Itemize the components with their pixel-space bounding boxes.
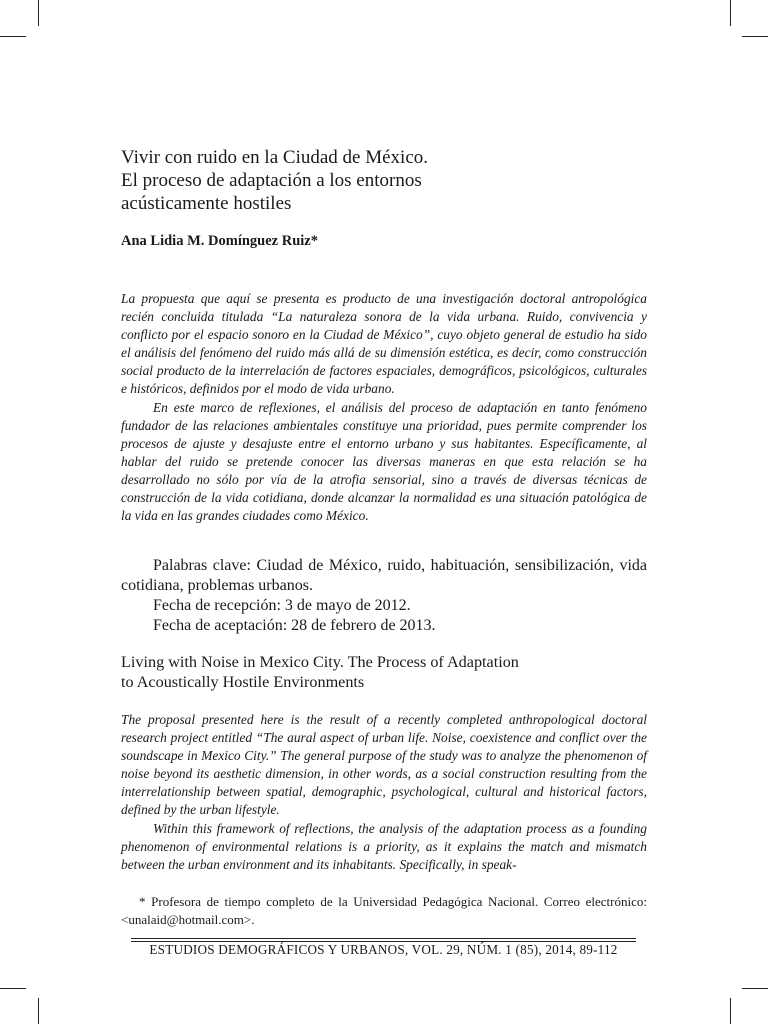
crop-mark xyxy=(38,0,39,26)
accepted-date: Fecha de aceptación: 28 de febrero de 2013. xyxy=(153,617,436,634)
abstract-paragraph: En este marco de reflexiones, el análisis del proceso de adaptación en tanto fenómeno fundador de las relaciones ambientales constituye una prioridad, pues permite comprender los procesos de ajuste y desajuste entre el entorno urbano y sus habitantes. Específicamente, al hablar del ruido se pretende conocer las diversas maneras en que esta relación se ha desarrollado no sólo por vía de la atrofia sensorial, sino a través de diversas técnicas de construcción de la vida cotidiana, donde alcanzar la normalidad es una situación patológica de la vida en las grandes ciudades como México. xyxy=(121,399,647,524)
title-line: El proceso de adaptación a los entornos xyxy=(121,170,422,191)
abstract-paragraph: La propuesta que aquí se presenta es producto de una investigación doctoral antropológica recién concluida titulada “La naturaleza sonora de la vida urbana. Ruido, convivencia y conflicto por el espacio sonoro en la Ciudad de México”, cuyo objeto general de estudio ha sido el análisis del fenómeno del ruido más allá de su dimensión estética, es decir, como construcción social producto de la interrelación de factores espaciales, demográficos, psicológicos, culturales e históricos, definidos por el modo de vida urbano. xyxy=(121,291,647,397)
crop-mark xyxy=(730,998,731,1024)
title-line: acústicamente hostiles xyxy=(121,193,292,214)
abstract-paragraph: The proposal presented here is the result of a recently completed anthropological doctoral research project entitled “The aural aspect of urban life. Noise, coexistence and conflict over the soundscape in Mexico City.” The general purpose of the study was to analyze the phenomenon of noise beyond its aesthetic dimension, in other words, as a social construction resulting from the interrelationship between spatial, demographic, psychological, cultural and historical factors, defined by the urban lifestyle. xyxy=(121,712,647,818)
journal-rule-top xyxy=(131,938,636,939)
title-line: to Acoustically Hostile Environments xyxy=(121,673,365,691)
crop-mark xyxy=(0,988,26,989)
author-name: Ana Lidia M. Domínguez Ruiz* xyxy=(121,233,318,249)
crop-mark xyxy=(0,36,26,37)
keywords-block xyxy=(121,556,647,636)
journal-footer: ESTUDIOS DEMOGRÁFICOS Y URBANOS, VOL. 29, NÚM. 1 (85), 2014, 89-112 xyxy=(149,942,618,957)
abstract-en xyxy=(121,711,647,874)
footnote-text: * Profesora de tiempo completo de la Universidad Pedagógica Nacional. Correo electrónico: <unalaid@hotmail.com>. xyxy=(121,894,647,927)
abstract-paragraph: Within this framework of reflections, the analysis of the adaptation process as a founding phenomenon of environmental relations is a priority, as it explains the match and mismatch between the urban environment and its inhabitants. Specifically, in speak- xyxy=(121,820,647,872)
abstract-es xyxy=(121,290,647,525)
title-line: Vivir con ruido en la Ciudad de México. xyxy=(121,147,429,168)
crop-mark xyxy=(730,0,731,26)
crop-mark xyxy=(742,988,768,989)
title-line: Living with Noise in Mexico City. The Process of Adaptation xyxy=(121,653,519,671)
article-title-es xyxy=(121,146,647,215)
article-title-en xyxy=(121,652,647,692)
received-date: Fecha de recepción: 3 de mayo de 2012. xyxy=(153,597,411,614)
keywords: Palabras clave: Ciudad de México, ruido, habituación, sensibilización, vida cotidiana, problemas urbanos. xyxy=(121,557,647,594)
crop-mark xyxy=(38,998,39,1024)
footnote xyxy=(121,893,647,929)
crop-mark xyxy=(742,36,768,37)
